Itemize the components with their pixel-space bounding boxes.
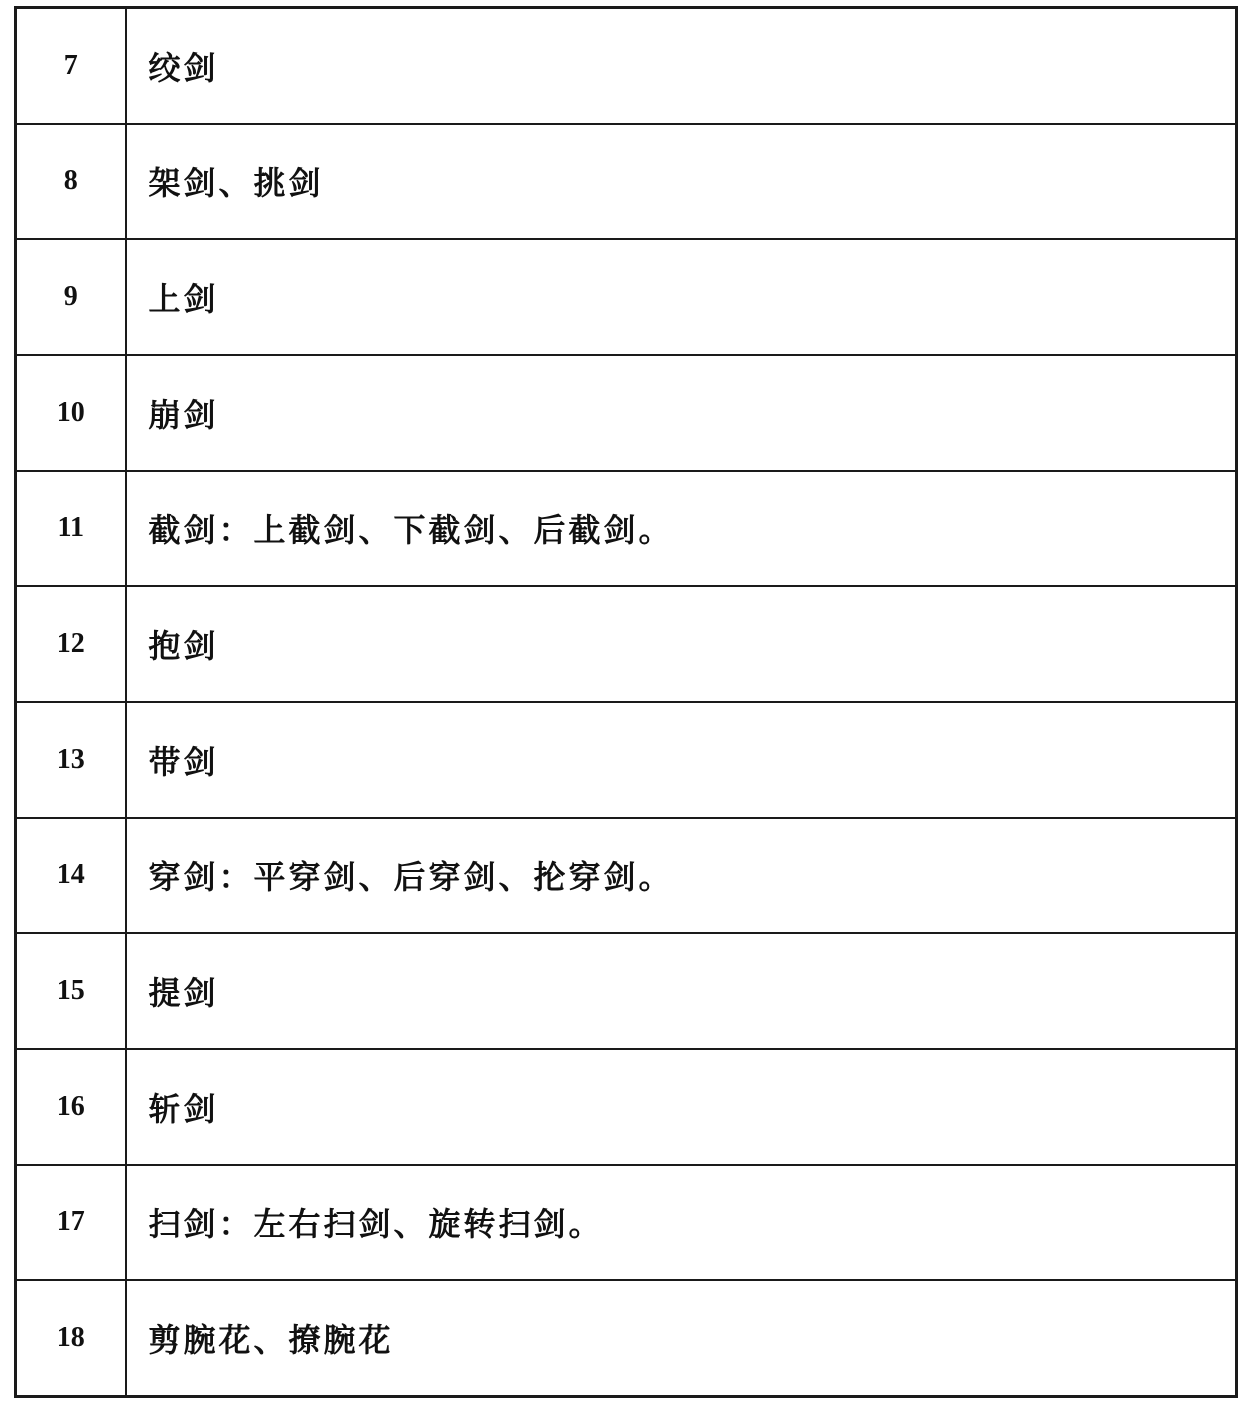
table-row bbox=[16, 818, 1237, 934]
technique-description: 扫剑：左右扫剑、旋转扫剑。 bbox=[126, 1165, 1237, 1281]
technique-description: 带剑 bbox=[126, 702, 1237, 818]
technique-description: 剪腕花、撩腕花 bbox=[126, 1280, 1237, 1396]
table-row bbox=[16, 471, 1237, 587]
table-row bbox=[16, 1280, 1237, 1396]
technique-description: 绞剑 bbox=[126, 8, 1237, 124]
technique-table bbox=[14, 6, 1238, 1398]
table-row bbox=[16, 355, 1237, 471]
row-number: 16 bbox=[16, 1049, 126, 1165]
table-row bbox=[16, 586, 1237, 702]
row-number: 11 bbox=[16, 471, 126, 587]
technique-description: 提剑 bbox=[126, 933, 1237, 1049]
row-number: 17 bbox=[16, 1165, 126, 1281]
row-number: 13 bbox=[16, 702, 126, 818]
table-row bbox=[16, 1165, 1237, 1281]
row-number: 18 bbox=[16, 1280, 126, 1396]
table-row bbox=[16, 124, 1237, 240]
row-number: 12 bbox=[16, 586, 126, 702]
row-number: 8 bbox=[16, 124, 126, 240]
row-number: 9 bbox=[16, 239, 126, 355]
row-number: 15 bbox=[16, 933, 126, 1049]
table-row bbox=[16, 1049, 1237, 1165]
technique-description: 抱剑 bbox=[126, 586, 1237, 702]
technique-description: 上剑 bbox=[126, 239, 1237, 355]
table-row bbox=[16, 702, 1237, 818]
technique-description: 截剑：上截剑、下截剑、后截剑。 bbox=[126, 471, 1237, 587]
technique-description: 崩剑 bbox=[126, 355, 1237, 471]
table-row bbox=[16, 8, 1237, 124]
technique-description: 架剑、挑剑 bbox=[126, 124, 1237, 240]
table-row bbox=[16, 239, 1237, 355]
row-number: 14 bbox=[16, 818, 126, 934]
row-number: 10 bbox=[16, 355, 126, 471]
technique-description: 穿剑：平穿剑、后穿剑、抡穿剑。 bbox=[126, 818, 1237, 934]
technique-description: 斩剑 bbox=[126, 1049, 1237, 1165]
table-row bbox=[16, 933, 1237, 1049]
row-number: 7 bbox=[16, 8, 126, 124]
